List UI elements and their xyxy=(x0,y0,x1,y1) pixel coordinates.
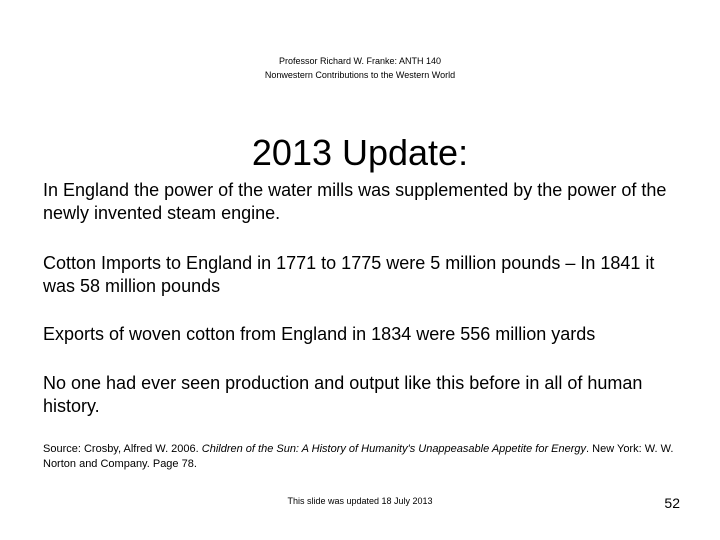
paragraph-cotton-exports: Exports of woven cotton from England in 1834 were 556 million yards xyxy=(43,324,596,344)
page-number: 52 xyxy=(664,495,680,511)
slide-updated-note: This slide was updated 18 July 2013 xyxy=(287,496,433,506)
slide-title: 2013 Update: xyxy=(251,132,469,173)
paragraph-human-history: No one had ever seen production and output like this before in all of human history. xyxy=(43,373,643,416)
source-prefix: Source: Crosby, Alfred W. 2006. xyxy=(43,443,202,455)
slide-header xyxy=(0,54,720,82)
header-course-line: Professor Richard W. Franke: ANTH 140 xyxy=(278,56,442,66)
source-citation xyxy=(43,442,683,472)
source-book-title: Children of the Sun: A History of Humanity's Unappeasable Appetite for Energy xyxy=(201,443,587,455)
source-suffix: . New York: W. W. Norton and Company. Page 78. xyxy=(43,443,674,470)
paragraph-cotton-imports: Cotton Imports to England in 1771 to 1775 were 5 million pounds – In 1841 it was 58 million pounds xyxy=(43,253,655,296)
header-course-title: Nonwestern Contributions to the Western World xyxy=(264,70,456,80)
paragraph-steam-engine: In England the power of the water mills was supplemented by the power of the newly invented steam engine. xyxy=(43,180,667,223)
